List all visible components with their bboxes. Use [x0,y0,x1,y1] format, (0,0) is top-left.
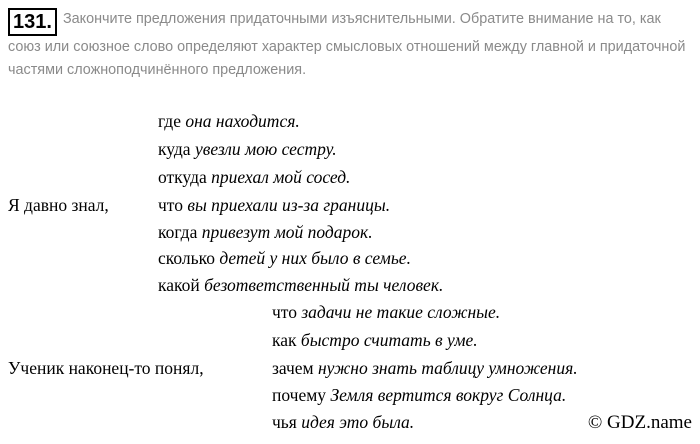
clause-completion: нужно знать таблицу умножения. [318,358,578,378]
clause-completion: детей у них было в семье. [219,248,411,268]
sentence-line [158,166,350,188]
conjunction: зачем [272,358,314,378]
clause-completion: увезли мою сестру. [194,139,337,159]
sentence-line [272,329,478,351]
task-instruction: Закончите предложения придаточными изъяснительными. Обратите внимание на то, как союз или союзное слово определяют характер смысловых отношений между главной и придаточной частями сложноподчинённого предложения. [8,11,686,78]
clause-completion: приехал мой сосед. [211,167,351,187]
conjunction: где [158,111,181,131]
sentence-line [272,301,500,323]
conjunction: что [158,195,183,215]
clause-completion: идея это была. [301,412,415,432]
sentence-line [158,274,443,296]
sentence-line [272,357,578,379]
conjunction: сколько [158,248,215,268]
clause-completion: вы приехали из-за границы. [187,195,391,215]
task-number: 131. [8,8,57,36]
conjunction: куда [158,139,191,159]
main-clause-1: Я давно знал, [8,195,109,215]
sentence-line [272,411,414,433]
conjunction: что [272,302,297,322]
sentence-line [158,247,411,269]
conjunction: когда [158,222,198,242]
sentence-line [158,110,300,132]
clause-completion: быстро считать в уме. [300,330,478,350]
clause-completion: она находится. [185,111,300,131]
sentence-line [158,138,337,160]
watermark: © GDZ.name [587,412,692,433]
main-clause-2: Ученик наконец-то понял, [8,358,204,378]
conjunction: какой [158,275,200,295]
conjunction: откуда [158,167,207,187]
conjunction: чья [272,412,297,432]
sentence-line [272,384,566,406]
clause-completion: задачи не такие сложные. [301,302,501,322]
task-header [8,8,694,82]
clause-completion: безответственный ты человек. [204,275,444,295]
clause-completion: Земля вертится вокруг Солнца. [330,385,567,405]
sentence-line [158,221,373,243]
conjunction: почему [272,385,327,405]
conjunction: как [272,330,297,350]
clause-completion: привезут мой подарок. [201,222,373,242]
sentence-line [158,194,390,216]
